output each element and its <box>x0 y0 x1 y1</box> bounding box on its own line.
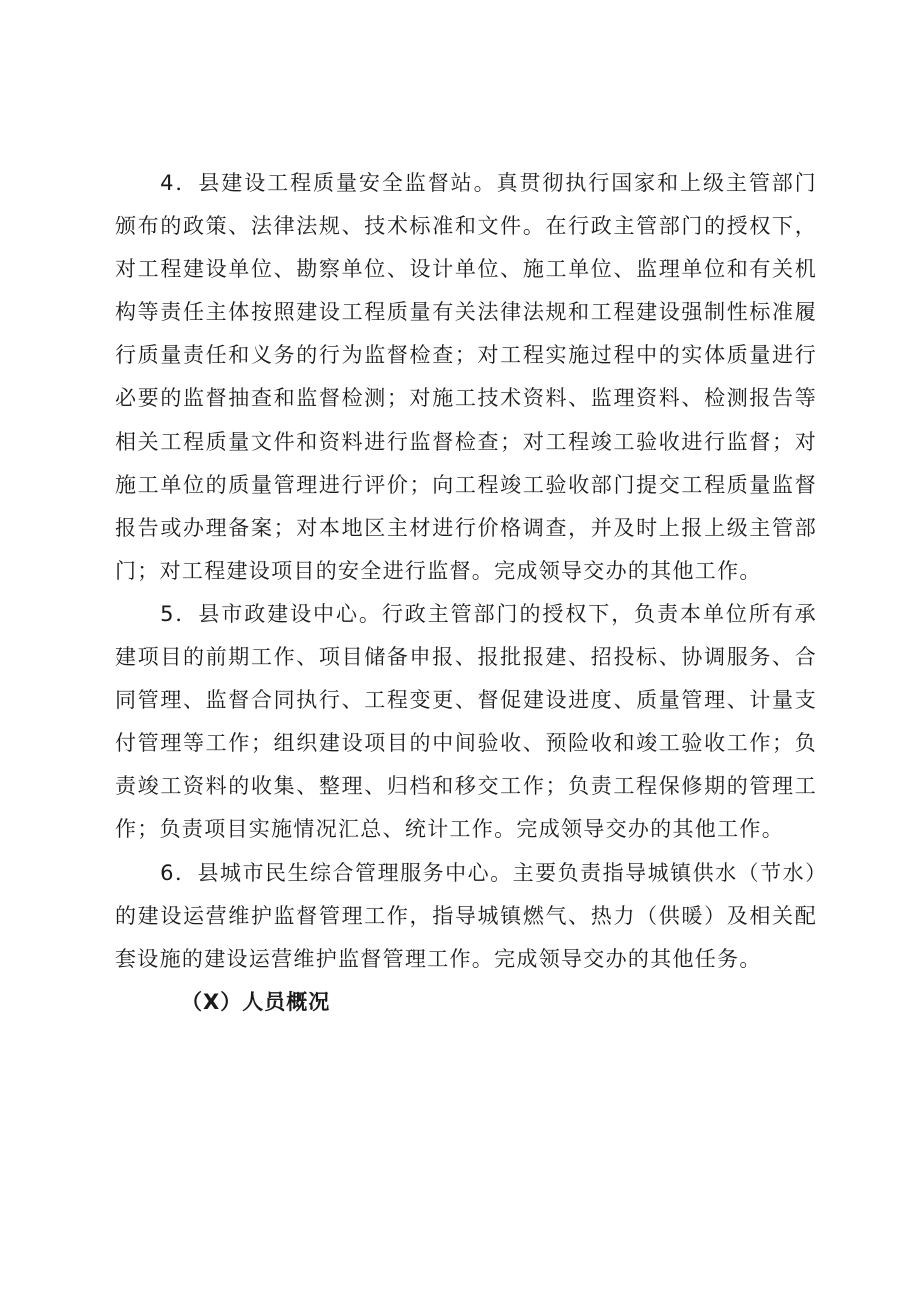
section-heading: （X）人员概况 <box>181 989 331 1014</box>
paragraph-5-text: 县市政建设中心。行政主管部门的授权下，负责本单位所有承建项目的前期工作、项目储备申报、报批报建、招投标、协调服务、合同管理、监督合同执行、工程变更、督促建设进度、质量管理、计量支付管理等工作；组织建设项目的中间验收、预险收和竣工验收工作；负责竣工资料的收集、整理、归档和移交工作；负责工程保修期的管理工作；负责项目实施情况汇总、统计工作。完成领导交办的其他工作。 <box>115 601 817 842</box>
paragraph-4-text: 县建设工程质量安全监督站。真贯彻执行国家和上级主管部门颁布的政策、法律法规、技术标准和文件。在行政主管部门的授权下，对工程建设单位、勘察单位、设计单位、施工单位、监理单位和有关机构等责任主体按照建设工程质量有关法律法规和工程建设强制性标准履行质量责任和义务的行为监督检查；对工程实施过程中的实体质量进行必要的监督抽查和监督检测；对施工技术资料、监理资料、检测报告等相关工程质量文件和资料进行监督检查；对工程竣工验收进行监督；对施工单位的质量管理进行评价；向工程竣工验收部门提交工程质量监督报告或办理备案；对本地区主材进行价格调查，并及时上报上级主管部门；对工程建设项目的安全进行监督。完成领导交办的其他工作。 <box>115 171 817 583</box>
paragraph-5 <box>115 593 817 852</box>
document-body <box>115 162 817 1024</box>
paragraph-5-number: 5． <box>160 601 199 626</box>
paragraph-6-text: 县城市民生综合管理服务中心。主要负责指导城镇供水（节水）的建设运营维护监督管理工作，指导城镇燃气、热力（供暖）及相关配套设施的建设运营维护监督管理工作。完成领导交办的其他任务。 <box>115 860 817 971</box>
paragraph-6 <box>115 852 817 981</box>
paragraph-6-number: 6． <box>160 860 198 885</box>
paragraph-4 <box>115 162 817 593</box>
paragraph-4-number: 4． <box>160 171 199 195</box>
